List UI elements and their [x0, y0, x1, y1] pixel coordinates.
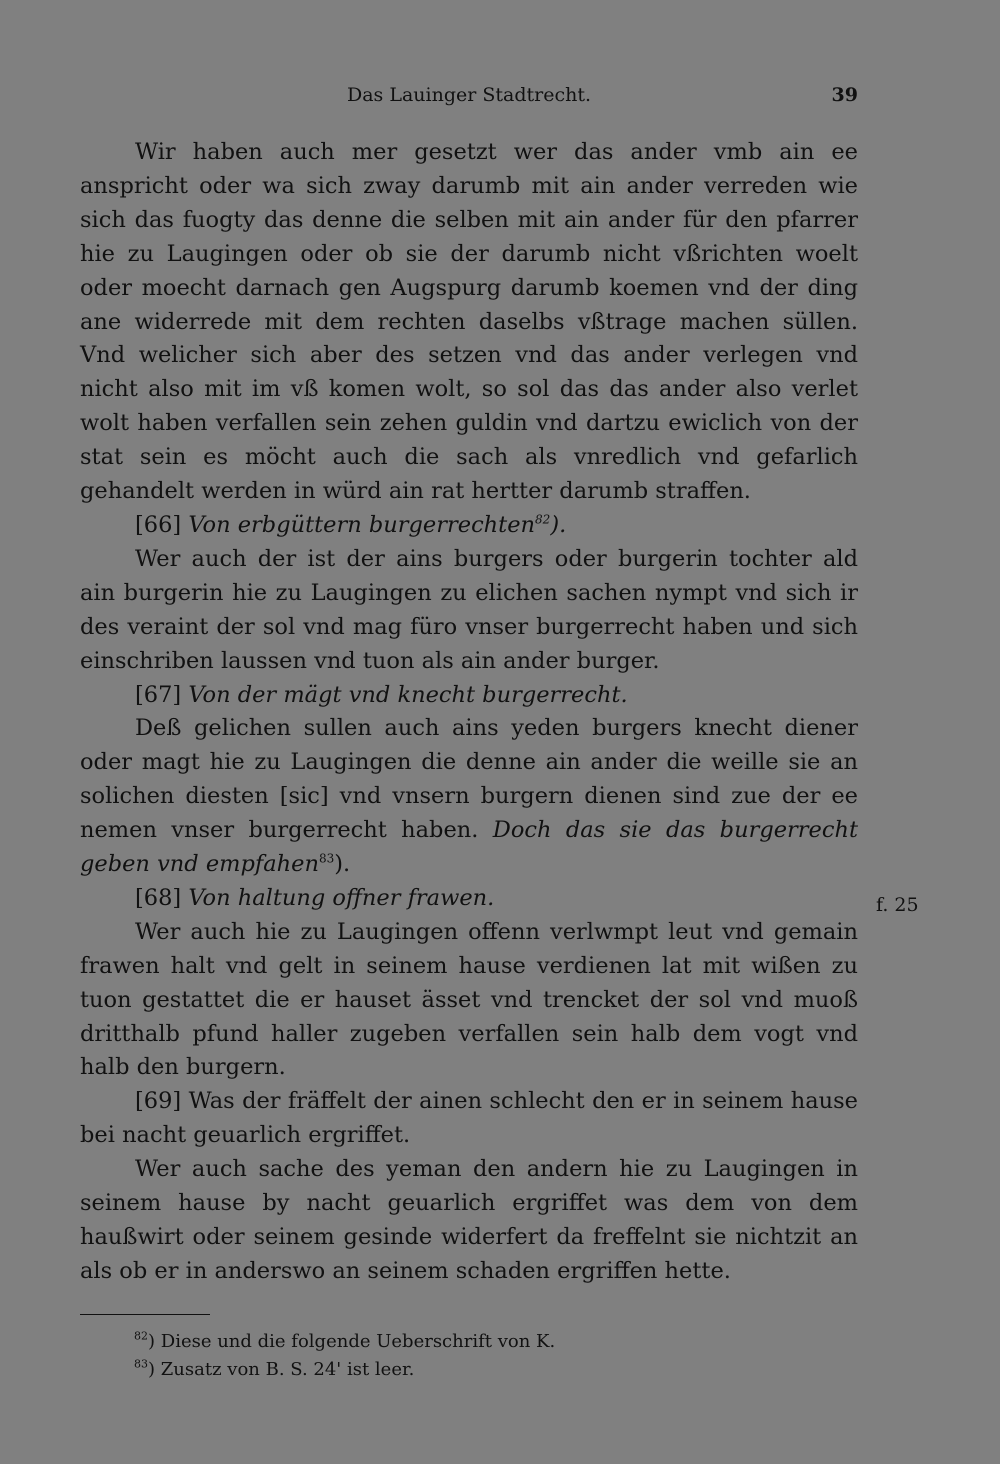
margin-folio-note: f. 25	[876, 894, 919, 916]
footnote-text-82: Diese und die folgende Ueberschrift von K.	[160, 1331, 556, 1352]
section-text-67-close: ).	[334, 851, 351, 878]
page-number: 39	[831, 84, 858, 106]
section-title-66-close: ).	[550, 511, 567, 538]
section-text-69: Wer auch sache des yeman den andern hie zu Laugingen in seinem hause by nacht geuarlich ergriffet was dem von dem haußwirt oder seinem gesinde widerfert da freffelnt sie nichtzit an als ob er in anderswo an seinem schaden ergriffen hette.	[80, 1156, 858, 1284]
footnote-num-83: 83	[134, 1357, 148, 1371]
section-text-67	[80, 712, 858, 882]
footnote-close-83: )	[148, 1359, 156, 1380]
section-title-68: Von haltung offner frawen.	[188, 884, 495, 911]
paragraph-intro: Wir haben auch mer gesetzt wer das ander vmb ain ee anspricht oder wa sich zway darumb mit ain ander verreden wie sich das fuogty das denne die selben mit ain ander für den pfarrer hie zu Laugingen oder ob sie der darumb nicht vßrichten woelt oder moecht darnach gen Augspurg darumb koemen vnd der ding ane widerrede mit dem rechten daselbs vßtrage machen süllen. Vnd welicher sich aber des setzen vnd das ander verlegen vnd nicht also mit im vß komen wolt, so sol das das ander also verlet wolt haben verfallen sein zehen guldin vnd dartzu ewiclich von der stat sein es möcht auch die sach als vnredlich vnd gefarlich gehandelt werden in würd ain rat hertter darumb straffen.	[80, 139, 858, 505]
section-text-66: Wer auch der ist der ains burgers oder burgerin tochter ald ain burgerin hie zu Laugingen zu elichen sachen nympt vnd sich ir des veraint der sol vnd mag füro vnser burgerrecht haben und sich einschriben laussen vnd tuon als ain ander burger.	[80, 545, 858, 674]
section-heading-68	[80, 882, 858, 916]
section-title-66: Von erbgüttern burgerrechten	[188, 511, 536, 538]
footnote-rule	[80, 1314, 210, 1315]
section-number-69: [69]	[135, 1088, 182, 1115]
body-text	[80, 136, 858, 1289]
section-title-67: Von der mägt vnd knecht burgerrecht.	[188, 681, 628, 708]
footnote-text-83: Zusatz von B. S. 24' ist leer.	[160, 1359, 415, 1380]
section-text-67-main: Deß gelichen sullen auch ains yeden burgers knecht diener oder magt hie zu Laugingen die denne ain ander die weille sie an solichen diesten [sic] vnd vnsern burgern dienen sind zue der ee nemen vnser burgerrecht haben.	[80, 715, 858, 844]
section-heading-69	[80, 1085, 858, 1153]
section-text-68: Wer auch hie zu Laugingen offenn verlwmpt leut vnd gemain frawen halt vnd gelt in seinem hause verdienen lat mit wißen zu tuon gestattet die er hauset ässet vnd trencket der sol vnd muoß dritthalb pfund haller zugeben verfallen sein halb dem vogt vnd halb den burgern.	[80, 918, 858, 1081]
running-title: Das Lauinger Stadtrecht.	[346, 84, 592, 106]
footnote-82	[134, 1328, 834, 1356]
footnote-ref-83: 83	[318, 851, 335, 866]
section-title-69: Was der fräffelt der ainen schlecht den er in seinem hause bei nacht geuarlich ergriffet.	[80, 1088, 858, 1149]
footnote-ref-82: 82	[535, 512, 551, 527]
section-heading-66	[80, 509, 858, 543]
section-text-67-addition: Doch das sie das burgerrecht geben vnd empfahen	[80, 817, 859, 878]
running-head	[80, 84, 858, 112]
footnote-close-82: )	[148, 1331, 156, 1352]
section-number-66: [66]	[135, 511, 182, 538]
section-number-68: [68]	[135, 884, 182, 911]
footnote-83	[134, 1356, 834, 1384]
section-number-67: [67]	[135, 681, 182, 708]
footnotes	[134, 1328, 834, 1384]
footnote-num-82: 82	[134, 1329, 148, 1343]
section-heading-67	[80, 679, 858, 713]
